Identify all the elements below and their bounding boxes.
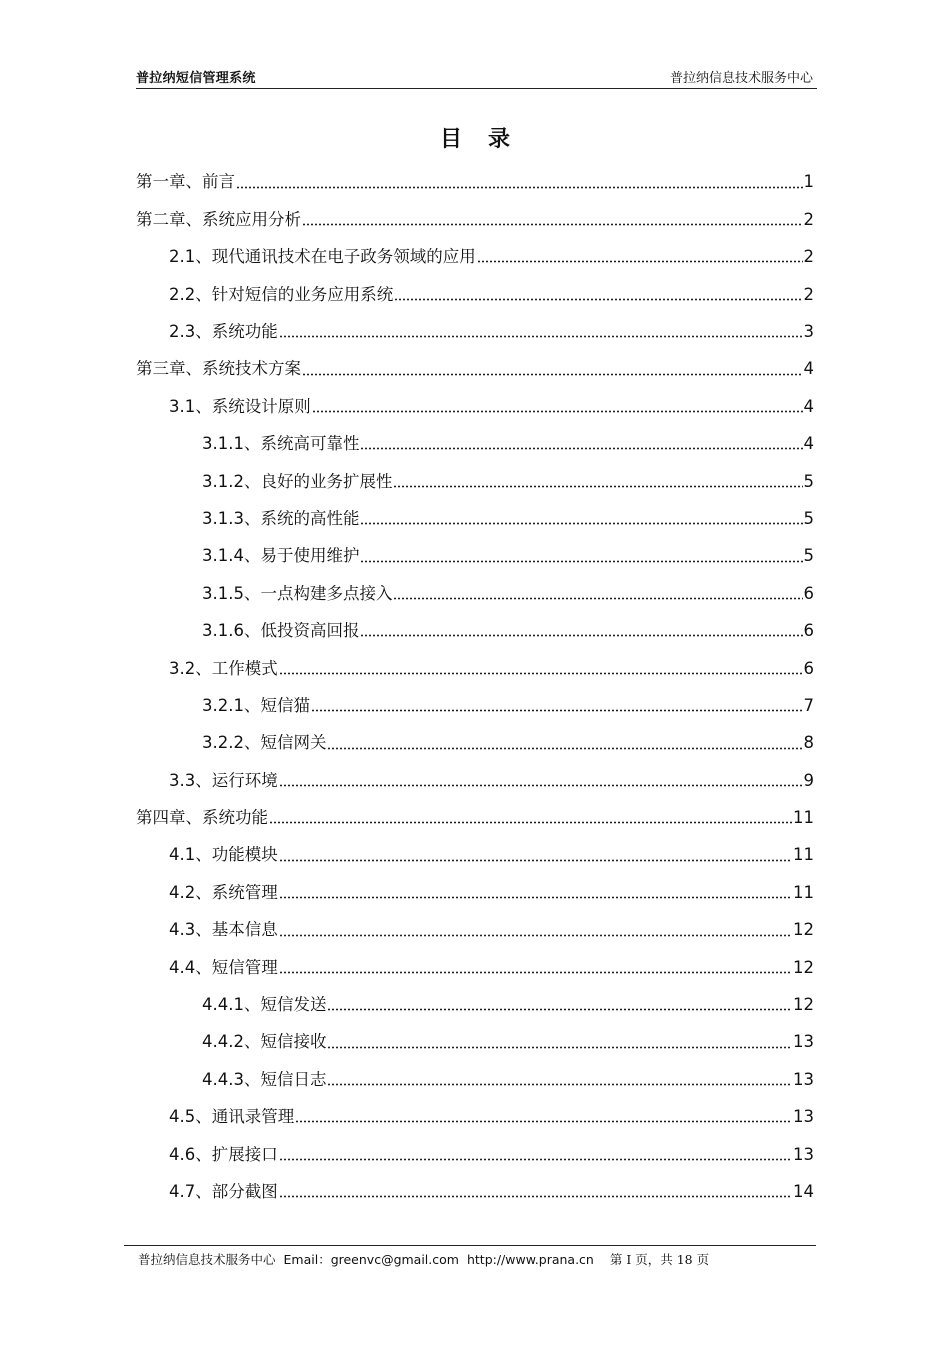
- toc-entry-page-number: 6: [803, 621, 814, 641]
- toc-entry-page-number: 11: [793, 882, 814, 902]
- toc-entry-page-number: 5: [803, 471, 814, 491]
- toc-entry[interactable]: [136, 314, 814, 351]
- dot-leader: [279, 784, 803, 787]
- toc-entry-page-number: 8: [803, 733, 814, 753]
- toc-entry[interactable]: [136, 426, 814, 463]
- dot-leader: [279, 335, 803, 338]
- footer-email[interactable]: Email：greenvc@gmail.com: [283, 1252, 459, 1267]
- dot-leader: [327, 1008, 792, 1011]
- toc-entry[interactable]: [136, 351, 814, 388]
- toc-entry[interactable]: [136, 1099, 814, 1136]
- toc-entry[interactable]: [136, 687, 814, 724]
- toc-entry-label: 2.2、针对短信的业务应用系统: [169, 284, 394, 304]
- toc-entry-label: 4.7、部分截图: [169, 1181, 278, 1201]
- dot-leader: [279, 859, 792, 862]
- dot-leader: [360, 447, 802, 450]
- toc-entry-page-number: 12: [793, 920, 814, 940]
- dot-leader: [302, 373, 803, 376]
- footer-url[interactable]: http://www.prana.cn: [466, 1252, 594, 1267]
- toc-entry[interactable]: [136, 1024, 814, 1061]
- toc-entry-label: 第一章、前言: [136, 172, 235, 192]
- dot-leader: [269, 821, 792, 824]
- toc-entry[interactable]: [136, 800, 814, 837]
- dot-leader: [279, 971, 792, 974]
- toc-entry-page-number: 5: [803, 546, 814, 566]
- page-footer: [124, 1245, 816, 1268]
- toc-entry-page-number: 7: [803, 695, 814, 715]
- toc-entry-label: 第三章、系统技术方案: [136, 359, 301, 379]
- toc-entry[interactable]: [136, 650, 814, 687]
- toc-entry[interactable]: [136, 201, 814, 238]
- toc-entry-label: 4.5、通讯录管理: [169, 1107, 295, 1127]
- toc-entry-page-number: 2: [803, 247, 814, 267]
- toc-entry-page-number: 6: [803, 583, 814, 603]
- toc-entry-label: 3.1.2、良好的业务扩展性: [202, 471, 393, 491]
- dot-leader: [360, 522, 802, 525]
- toc-title: 目录: [439, 126, 536, 152]
- dot-leader: [279, 934, 792, 937]
- dot-leader: [360, 634, 802, 637]
- toc-entry-label: 4.2、系统管理: [169, 882, 278, 902]
- toc-entry-label: 3.1、系统设计原则: [169, 396, 311, 416]
- toc-entry[interactable]: [136, 837, 814, 874]
- toc-entry-label: 3.3、运行环境: [169, 770, 278, 790]
- dot-leader: [279, 1195, 792, 1198]
- toc-entry-label: 4.3、基本信息: [169, 920, 278, 940]
- toc-entry-page-number: 3: [803, 322, 814, 341]
- dot-leader: [279, 896, 792, 899]
- toc-entry[interactable]: [136, 1136, 814, 1173]
- organization-name: 普拉纳信息技术服务中心: [669, 71, 813, 86]
- toc-entry-page-number: 13: [793, 1144, 814, 1164]
- toc-entry-label: 4.4、短信管理: [169, 957, 278, 977]
- dot-leader: [279, 672, 803, 675]
- toc-entry[interactable]: [136, 613, 814, 650]
- toc-entry[interactable]: [136, 874, 814, 911]
- toc-entry[interactable]: [136, 949, 814, 986]
- toc-entry-label: 第二章、系统应用分析: [136, 209, 301, 229]
- toc-entry[interactable]: [136, 276, 814, 313]
- toc-entry-label: 2.1、现代通讯技术在电子政务领域的应用: [169, 247, 476, 267]
- dot-leader: [279, 1158, 792, 1161]
- toc-entry-page-number: 9: [803, 770, 814, 790]
- toc-entry-page-number: 13: [793, 1107, 814, 1127]
- toc-entry-label: 3.2.2、短信网关: [202, 733, 327, 753]
- toc-entry-page-number: 12: [793, 995, 814, 1015]
- toc-entry-page-number: 11: [793, 808, 814, 828]
- toc-entry-page-number: 12: [793, 957, 814, 977]
- dot-leader: [394, 298, 802, 301]
- toc-entry[interactable]: [136, 987, 814, 1024]
- toc-entry-label: 3.1.6、低投资高回报: [202, 621, 360, 641]
- dot-leader: [312, 410, 803, 413]
- toc-entry-page-number: 6: [803, 658, 814, 678]
- toc-entry-page-number: 13: [793, 1069, 814, 1089]
- toc-entry[interactable]: [136, 1174, 814, 1211]
- toc-entry-label: 4.6、扩展接口: [169, 1144, 278, 1164]
- toc-entry-label: 4.4.3、短信日志: [202, 1069, 327, 1089]
- toc-entry-label: 2.3、系统功能: [169, 322, 278, 341]
- toc-entry-page-number: 14: [793, 1181, 814, 1201]
- table-of-contents: [136, 164, 814, 1211]
- toc-entry-label: 第四章、系统功能: [136, 808, 268, 828]
- toc-entry-label: 4.4.2、短信接收: [202, 1032, 327, 1052]
- dot-leader: [393, 597, 802, 600]
- toc-entry-page-number: 2: [803, 284, 814, 304]
- toc-entry-page-number: 5: [803, 508, 814, 528]
- toc-entry[interactable]: [136, 575, 814, 612]
- toc-entry[interactable]: [136, 725, 814, 762]
- toc-entry-label: 3.1.1、系统高可靠性: [202, 434, 360, 454]
- footer-organization: 普拉纳信息技术服务中心: [138, 1252, 276, 1267]
- dot-leader: [393, 485, 802, 488]
- toc-entry-page-number: 11: [793, 845, 814, 865]
- toc-entry[interactable]: [136, 912, 814, 949]
- page-header: [136, 64, 817, 89]
- toc-entry-label: 3.2.1、短信猫: [202, 695, 310, 715]
- dot-leader: [236, 186, 803, 189]
- toc-entry[interactable]: [136, 388, 814, 425]
- toc-entry[interactable]: [136, 501, 814, 538]
- toc-entry-label: 3.1.3、系统的高性能: [202, 508, 360, 528]
- toc-entry[interactable]: [136, 1061, 814, 1098]
- toc-entry-label: 3.1.5、一点构建多点接入: [202, 583, 393, 603]
- dot-leader: [327, 1083, 792, 1086]
- toc-entry-page-number: 4: [803, 359, 814, 379]
- dot-leader: [311, 709, 803, 712]
- dot-leader: [327, 747, 802, 750]
- toc-entry[interactable]: [136, 164, 814, 201]
- toc-entry-page-number: 4: [803, 396, 814, 416]
- document-title: 普拉纳短信管理系统: [136, 71, 256, 86]
- toc-entry-label: 4.1、功能模块: [169, 845, 278, 865]
- toc-entry[interactable]: [136, 463, 814, 500]
- toc-entry-page-number: 2: [803, 209, 814, 229]
- dot-leader: [295, 1120, 792, 1123]
- dot-leader: [302, 223, 803, 226]
- dot-leader: [360, 560, 802, 563]
- toc-entry[interactable]: [136, 239, 814, 276]
- toc-entry[interactable]: [136, 538, 814, 575]
- footer-page-number: 第 I 页，共 18 页: [609, 1252, 710, 1267]
- toc-entry-page-number: 13: [793, 1032, 814, 1052]
- toc-entry-label: 4.4.1、短信发送: [202, 995, 327, 1015]
- toc-entry-label: 3.1.4、易于使用维护: [202, 546, 360, 566]
- toc-entry-page-number: 1: [803, 172, 814, 192]
- dot-leader: [477, 260, 803, 263]
- toc-entry-label: 3.2、工作模式: [169, 658, 278, 678]
- dot-leader: [327, 1046, 792, 1049]
- toc-entry-page-number: 4: [803, 434, 814, 454]
- toc-entry[interactable]: [136, 762, 814, 799]
